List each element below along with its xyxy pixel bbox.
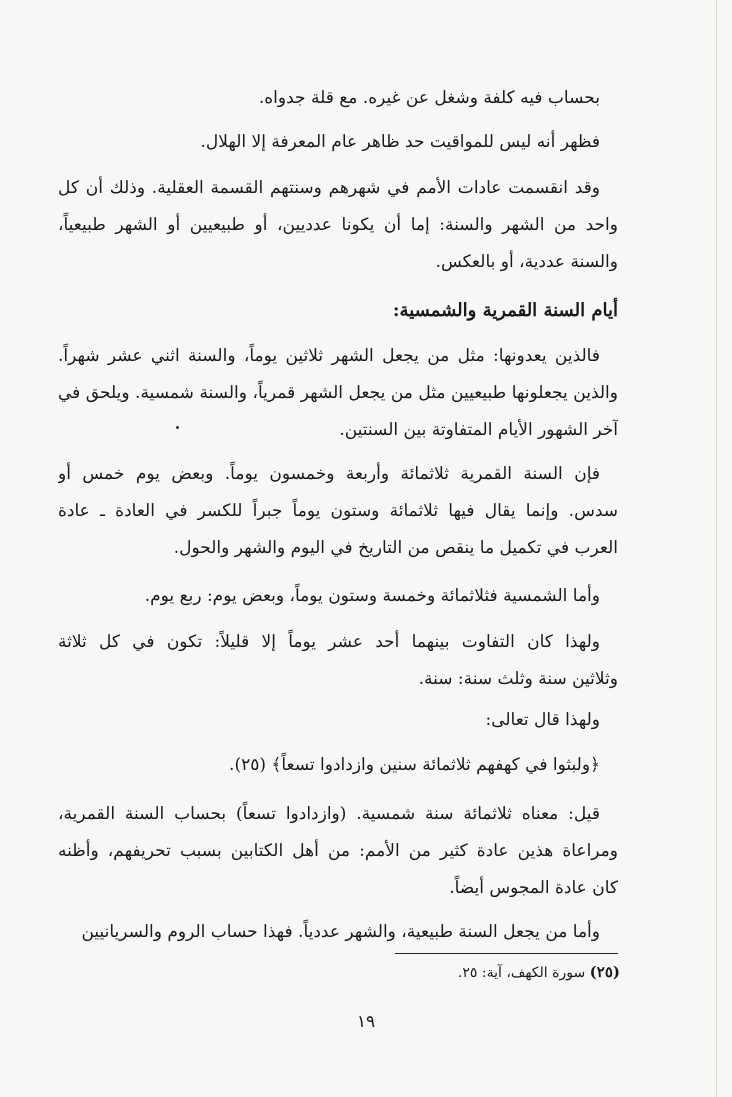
page-number: ١٩ bbox=[356, 1012, 376, 1032]
text-line: والسنة عددية، أو بالعكس. bbox=[435, 252, 618, 272]
text-line: ومراعاة هذين عادة كثير من الأمم: من أهل الكتابين بسبب تحريفهم، وأظنه bbox=[58, 841, 618, 861]
text-line: والذين يجعلونها طبيعيين مثل من يجعل الشهر قمرياً، والسنة شمسية. ويلحق في bbox=[58, 383, 618, 403]
text-line: ﴿ولبثوا في كهفهم ثلاثمائة سنين وازدادوا تسعاً﴾ (٢٥). bbox=[229, 755, 600, 775]
text-line: سدس. وإنما يقال فيها ثلاثمائة وستون يوماً جبراً للكسر في العادة ـ عادة bbox=[58, 501, 618, 521]
page-edge-line bbox=[716, 0, 717, 1097]
footnote bbox=[330, 960, 620, 985]
footnote-text: سورة الكهف، آية: ٢٥. bbox=[457, 965, 586, 981]
paragraph bbox=[58, 124, 618, 161]
paragraph bbox=[58, 747, 618, 784]
text-line: آخر الشهور الأيام المتفاوتة بين السنتين. bbox=[339, 420, 618, 440]
paragraph bbox=[58, 624, 618, 698]
text-line: وأما من يجعل السنة طبيعية، والشهر عددياً. فهذا حساب الروم والسريانيين bbox=[81, 922, 600, 942]
text-line: كان عادة المجوس أيضاً. bbox=[449, 878, 618, 898]
paragraph bbox=[58, 578, 618, 615]
text-line: ولهذا كان التفاوت بينهما أحد عشر يوماً إلا قليلاً: تكون في كل ثلاثة bbox=[58, 632, 600, 652]
paragraph bbox=[58, 702, 618, 739]
text-line: فظهر أنه ليس للمواقيت حد ظاهر عام المعرفة إلا الهلال. bbox=[200, 132, 600, 152]
ink-dot bbox=[176, 426, 179, 429]
paragraph bbox=[58, 914, 618, 951]
text-line: بحساب فيه كلفة وشغل عن غيره. مع قلة جدواه. bbox=[258, 88, 600, 108]
text-line: واحد من الشهر والسنة: إما أن يكونا عدديين، أو طبيعيين أو الشهر طبيعياً، bbox=[58, 215, 618, 235]
paragraph bbox=[58, 338, 618, 449]
text-line: العرب في تكميل ما ينقص من التاريخ في اليوم والشهر والحول. bbox=[173, 538, 618, 558]
text-line: وثلاثين سنة وثلث سنة: سنة. bbox=[418, 669, 618, 689]
paragraph bbox=[58, 170, 618, 281]
text-line: قيل: معناه ثلاثمائة سنة شمسية. (وازدادوا تسعاً) بحساب السنة القمرية، bbox=[58, 804, 600, 824]
text-line: وقد انقسمت عادات الأمم في شهرهم وسنتهم القسمة العقلية. وذلك أن كل bbox=[58, 178, 600, 198]
section-heading bbox=[58, 292, 618, 329]
paragraph bbox=[58, 796, 618, 907]
paragraph bbox=[58, 80, 618, 117]
paragraph bbox=[58, 456, 618, 567]
text-line: فالذين يعدونها: مثل من يجعل الشهر ثلاثين يوماً، والسنة اثني عشر شهراً. bbox=[58, 346, 600, 366]
footnote-number: (٢٥) bbox=[589, 963, 620, 981]
text-line: وأما الشمسية فثلاثمائة وخمسة وستون يوماً، وبعض يوم: ربع يوم. bbox=[144, 586, 600, 606]
footnote-separator bbox=[395, 953, 618, 954]
text-line: فإن السنة القمرية ثلاثمائة وأربعة وخمسون يوماً. وبعض يوم خمس أو bbox=[58, 464, 600, 484]
text-line: ولهذا قال تعالى: bbox=[485, 710, 600, 730]
text-line: أيام السنة القمرية والشمسية: bbox=[392, 300, 618, 321]
